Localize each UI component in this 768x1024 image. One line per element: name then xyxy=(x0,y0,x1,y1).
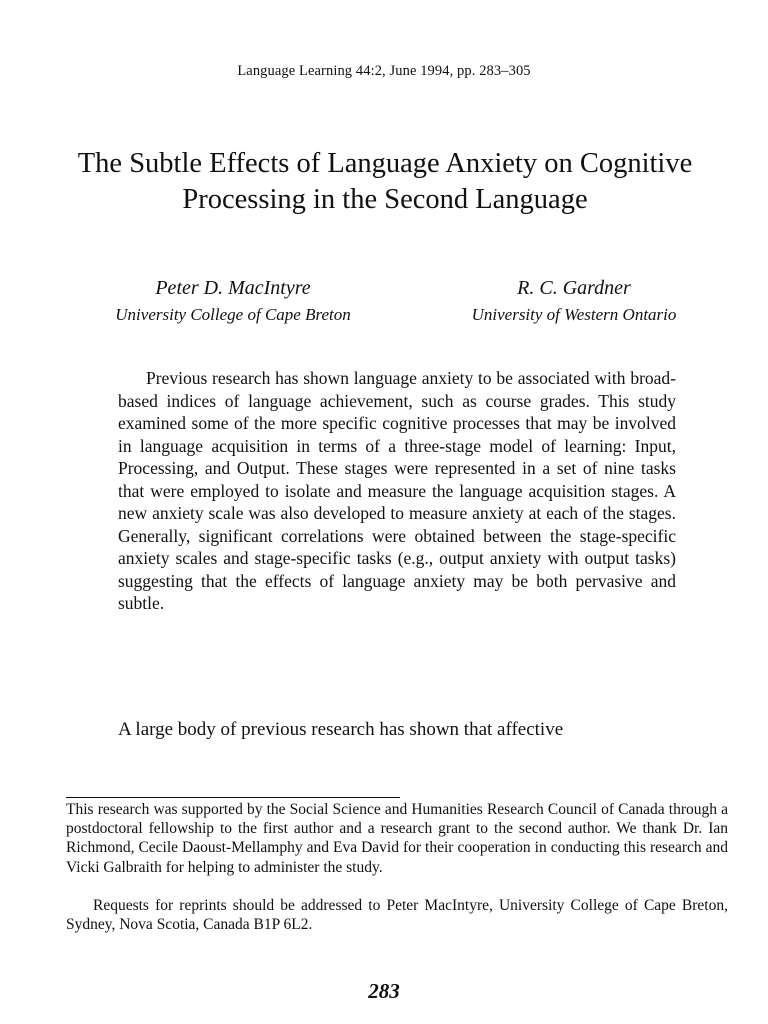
author-affiliation: University of Western Ontario xyxy=(471,305,677,324)
author-name: R. C. Gardner xyxy=(517,277,631,299)
footnote-divider xyxy=(66,797,400,798)
author-block-2 xyxy=(416,276,732,326)
author-affiliation: University College of Cape Breton xyxy=(115,305,351,324)
footnote-reprints: Requests for reprints should be addressed to Peter MacIntyre, University College of Cape Breton, Sydney, Nova Scotia, Canada B1P 6L2. xyxy=(66,897,728,934)
page-number: 283 xyxy=(368,979,400,1003)
author-block-1 xyxy=(52,276,414,326)
author-name: Peter D. MacIntyre xyxy=(155,277,311,299)
article-title: The Subtle Effects of Language Anxiety on Cognitive Processing in the Second Language xyxy=(77,148,693,215)
footnote-acknowledgment: This research was supported by the Social Science and Humanities Research Council of Canada through a postdoctoral fellowship to the first author and a research grant to the second author. We thank Dr. Ian Richmond, Cecile Daoust-Mellamphy and Eva David for their cooperation in conducting this research and Vicki Galbraith for helping to administer the study. xyxy=(66,801,728,876)
journal-citation: Language Learning 44:2, June 1994, pp. 283–305 xyxy=(237,63,531,79)
body-opening-line: A large body of previous research has shown that affective xyxy=(118,719,564,740)
abstract-paragraph: Previous research has shown language anxiety to be associated with broad-based indices of language achievement, such as course grades. This study examined some of the more specific cognitive processes that may be involved in language acquisition in terms of a three-stage model of learning: Input, Processing, and Output. These stages were represented in a set of nine tasks that were employed to isolate and measure the language acquisition stages. A new anxiety scale was also developed to measure anxiety at each of the stages. Generally, significant correlations were obtained between the stage-specific anxiety scales and stage-specific tasks (e.g., output anxiety with output tasks) suggesting that the effects of language anxiety may be both pervasive and subtle. xyxy=(118,368,676,613)
